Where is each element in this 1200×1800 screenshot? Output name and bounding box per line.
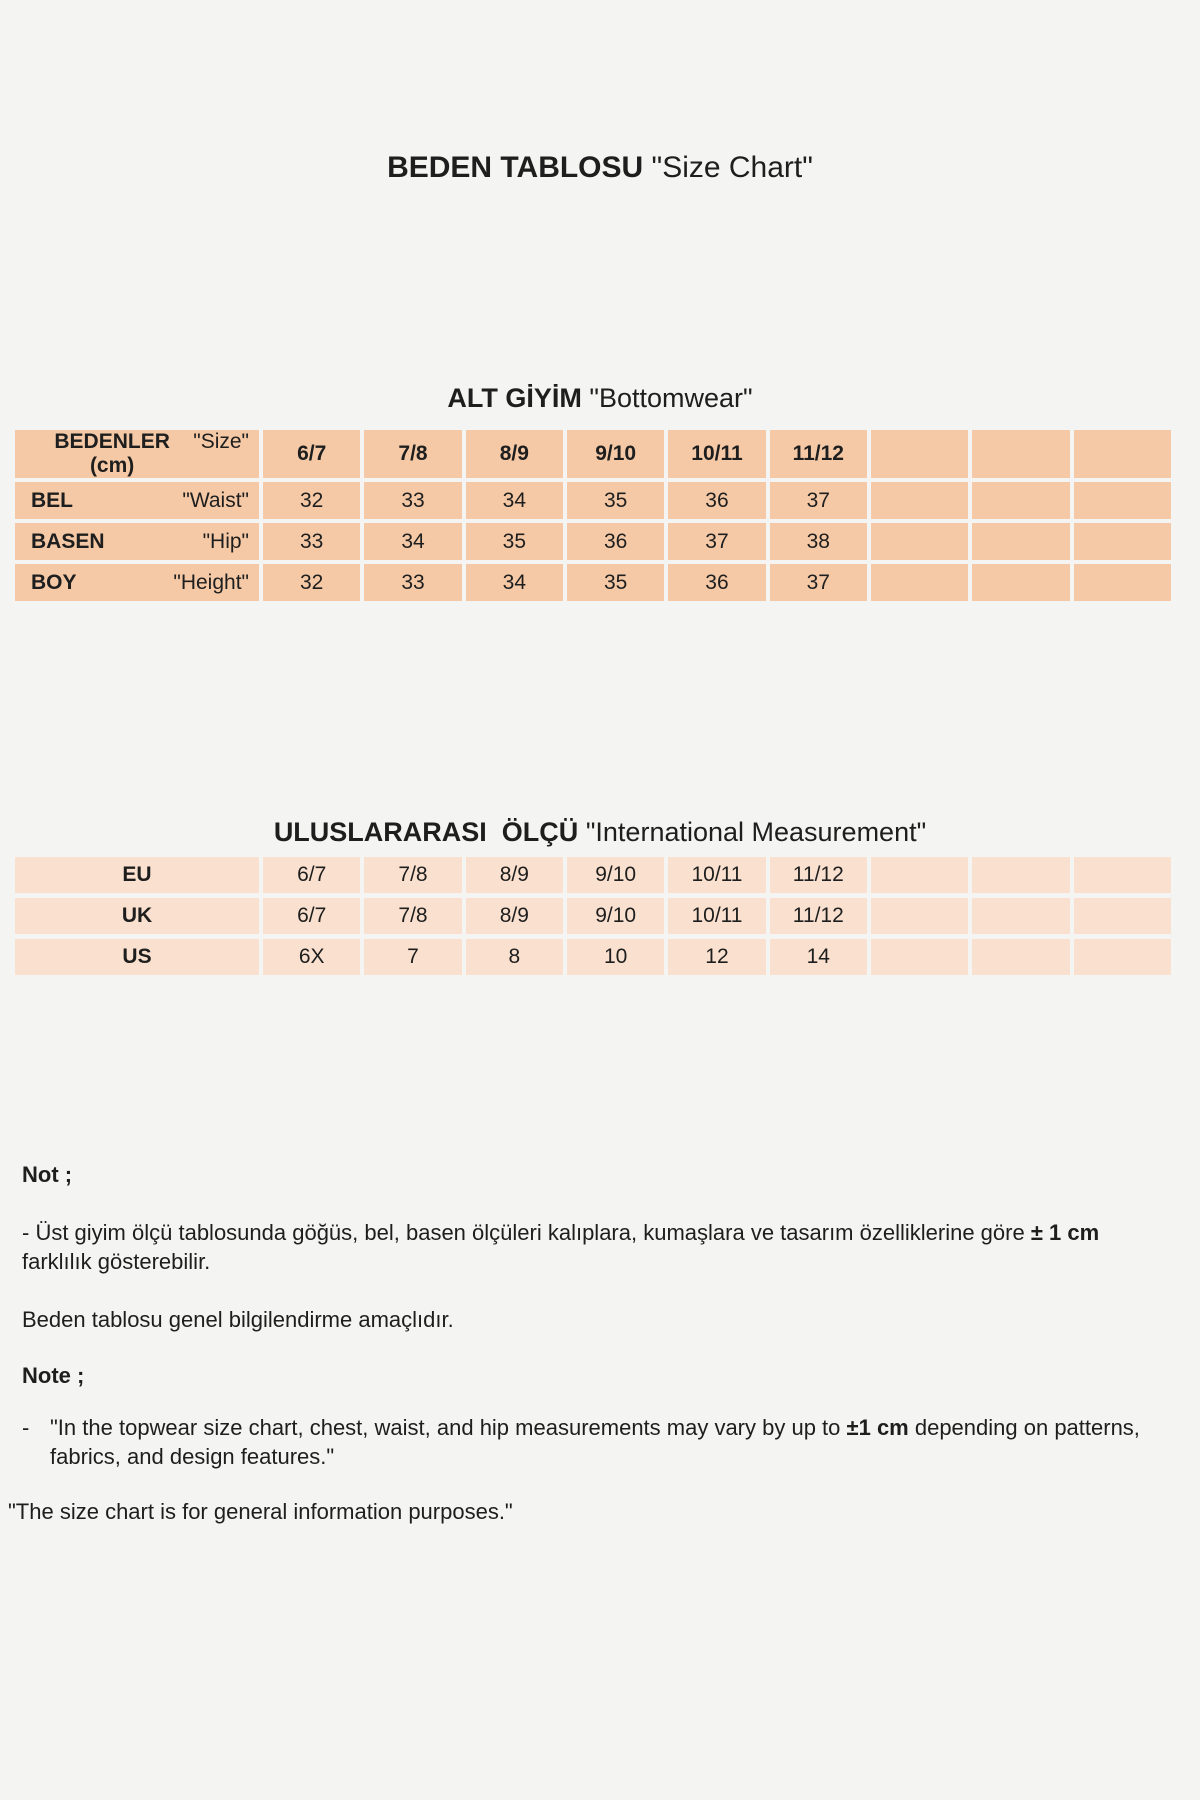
value-cell: 6X (263, 939, 360, 975)
empty-cell (1074, 564, 1171, 601)
value-cell: 7/8 (364, 857, 461, 893)
note-turkish-general: Beden tablosu genel bilgilendirme amaçlıdır. (22, 1307, 454, 1332)
empty-cell (972, 857, 1069, 893)
value-cell: 37 (668, 523, 765, 560)
empty-cell (871, 430, 968, 478)
row-label-us: US (15, 939, 259, 975)
value-cell: 7/8 (364, 898, 461, 934)
bottomwear-waist-row (15, 482, 1171, 519)
value-cell: 37 (770, 482, 867, 519)
row-label-cell (15, 523, 259, 560)
value-cell: 34 (466, 564, 563, 601)
row-label-english: "Waist" (182, 488, 249, 512)
value-cell: 7 (364, 939, 461, 975)
section-heading-international (0, 816, 1200, 849)
international-uk-row (15, 898, 1171, 934)
size-cell: 6/7 (263, 430, 360, 478)
note-heading-english: Note ; (22, 1363, 85, 1388)
row-label-cell (15, 430, 259, 478)
international-us-row (15, 939, 1171, 975)
value-cell: 32 (263, 564, 360, 601)
value-cell: 11/12 (770, 857, 867, 893)
page-title-english: "Size Chart" (651, 151, 813, 184)
heading-international-turkish: ULUSLARARASI ÖLÇÜ (273, 817, 579, 847)
value-cell: 36 (567, 523, 664, 560)
value-cell: 35 (567, 564, 664, 601)
bottomwear-hip-row (15, 523, 1171, 560)
empty-cell (972, 482, 1069, 519)
empty-cell (972, 430, 1069, 478)
value-cell: 6/7 (263, 857, 360, 893)
value-cell: 10/11 (668, 898, 765, 934)
empty-cell (972, 564, 1069, 601)
note-heading-turkish: Not ; (22, 1162, 73, 1187)
note-english-general: "The size chart is for general information purposes." (8, 1499, 513, 1524)
row-label-english: "Size" (193, 430, 249, 453)
value-cell: 6/7 (263, 898, 360, 934)
value-cell: 12 (668, 939, 765, 975)
size-cell: 8/9 (466, 430, 563, 478)
empty-cell (871, 857, 968, 893)
value-cell: 8 (466, 939, 563, 975)
value-cell: 36 (668, 564, 765, 601)
value-cell: 38 (770, 523, 867, 560)
empty-cell (871, 482, 968, 519)
empty-cell (1074, 898, 1171, 934)
value-cell: 8/9 (466, 857, 563, 893)
empty-cell (1074, 430, 1171, 478)
heading-bottomwear-english: "Bottomwear" (589, 383, 753, 413)
value-cell: 32 (263, 482, 360, 519)
row-label-english: "Height" (173, 570, 249, 594)
size-cell: 7/8 (364, 430, 461, 478)
value-cell: 10 (567, 939, 664, 975)
row-label-cell (15, 564, 259, 601)
page-title-turkish: BEDEN TABLOSU (387, 151, 644, 184)
empty-cell (972, 898, 1069, 934)
empty-cell (972, 939, 1069, 975)
value-cell: 10/11 (668, 857, 765, 893)
row-label-turkish: BASEN (31, 529, 105, 553)
section-heading-bottomwear (0, 382, 1200, 415)
empty-cell (871, 523, 968, 560)
empty-cell (972, 523, 1069, 560)
value-cell: 37 (770, 564, 867, 601)
bottomwear-size-table (11, 426, 1175, 605)
row-label-eu: EU (15, 857, 259, 893)
size-cell: 10/11 (668, 430, 765, 478)
international-eu-row (15, 857, 1171, 893)
bottomwear-height-row (15, 564, 1171, 601)
value-cell: 33 (263, 523, 360, 560)
row-label-turkish: BEDENLER (cm) (54, 430, 170, 477)
page-title (0, 150, 1200, 186)
value-cell: 33 (364, 482, 461, 519)
empty-cell (871, 898, 968, 934)
heading-international-english: "International Measurement" (585, 817, 927, 847)
value-cell: 33 (364, 564, 461, 601)
row-label-english: "Hip" (202, 529, 249, 553)
empty-cell (1074, 523, 1171, 560)
value-cell: 34 (466, 482, 563, 519)
empty-cell (871, 939, 968, 975)
row-label-turkish: BOY (31, 570, 77, 594)
value-cell: 8/9 (466, 898, 563, 934)
size-cell: 11/12 (770, 430, 867, 478)
value-cell: 11/12 (770, 898, 867, 934)
value-cell: 14 (770, 939, 867, 975)
bottomwear-header-row (15, 430, 1171, 478)
bullet-dash: - (22, 1415, 30, 1440)
value-cell: 35 (466, 523, 563, 560)
value-cell: 35 (567, 482, 664, 519)
notes-section (8, 1160, 1166, 1526)
empty-cell (1074, 857, 1171, 893)
empty-cell (1074, 482, 1171, 519)
row-label-uk: UK (15, 898, 259, 934)
value-cell: 9/10 (567, 898, 664, 934)
international-size-table (11, 852, 1175, 980)
value-cell: 9/10 (567, 857, 664, 893)
value-cell: 34 (364, 523, 461, 560)
note-turkish-tolerance: - Üst giyim ölçü tablosunda göğüs, bel, basen ölçüleri kalıplara, kumaşlara ve tasarım özelliklerine göre ± 1 cm farklılık gösterebilir. (22, 1220, 1100, 1274)
row-label-cell (15, 482, 259, 519)
empty-cell (871, 564, 968, 601)
heading-bottomwear-turkish: ALT GİYİM (447, 383, 582, 413)
row-label-turkish: BEL (31, 488, 73, 512)
size-cell: 9/10 (567, 430, 664, 478)
empty-cell (1074, 939, 1171, 975)
value-cell: 36 (668, 482, 765, 519)
note-english-tolerance: - "In the topwear size chart, chest, waist, and hip measurements may vary by up to ±1 cm depending on patterns, fabrics, and design features." (22, 1415, 1140, 1469)
